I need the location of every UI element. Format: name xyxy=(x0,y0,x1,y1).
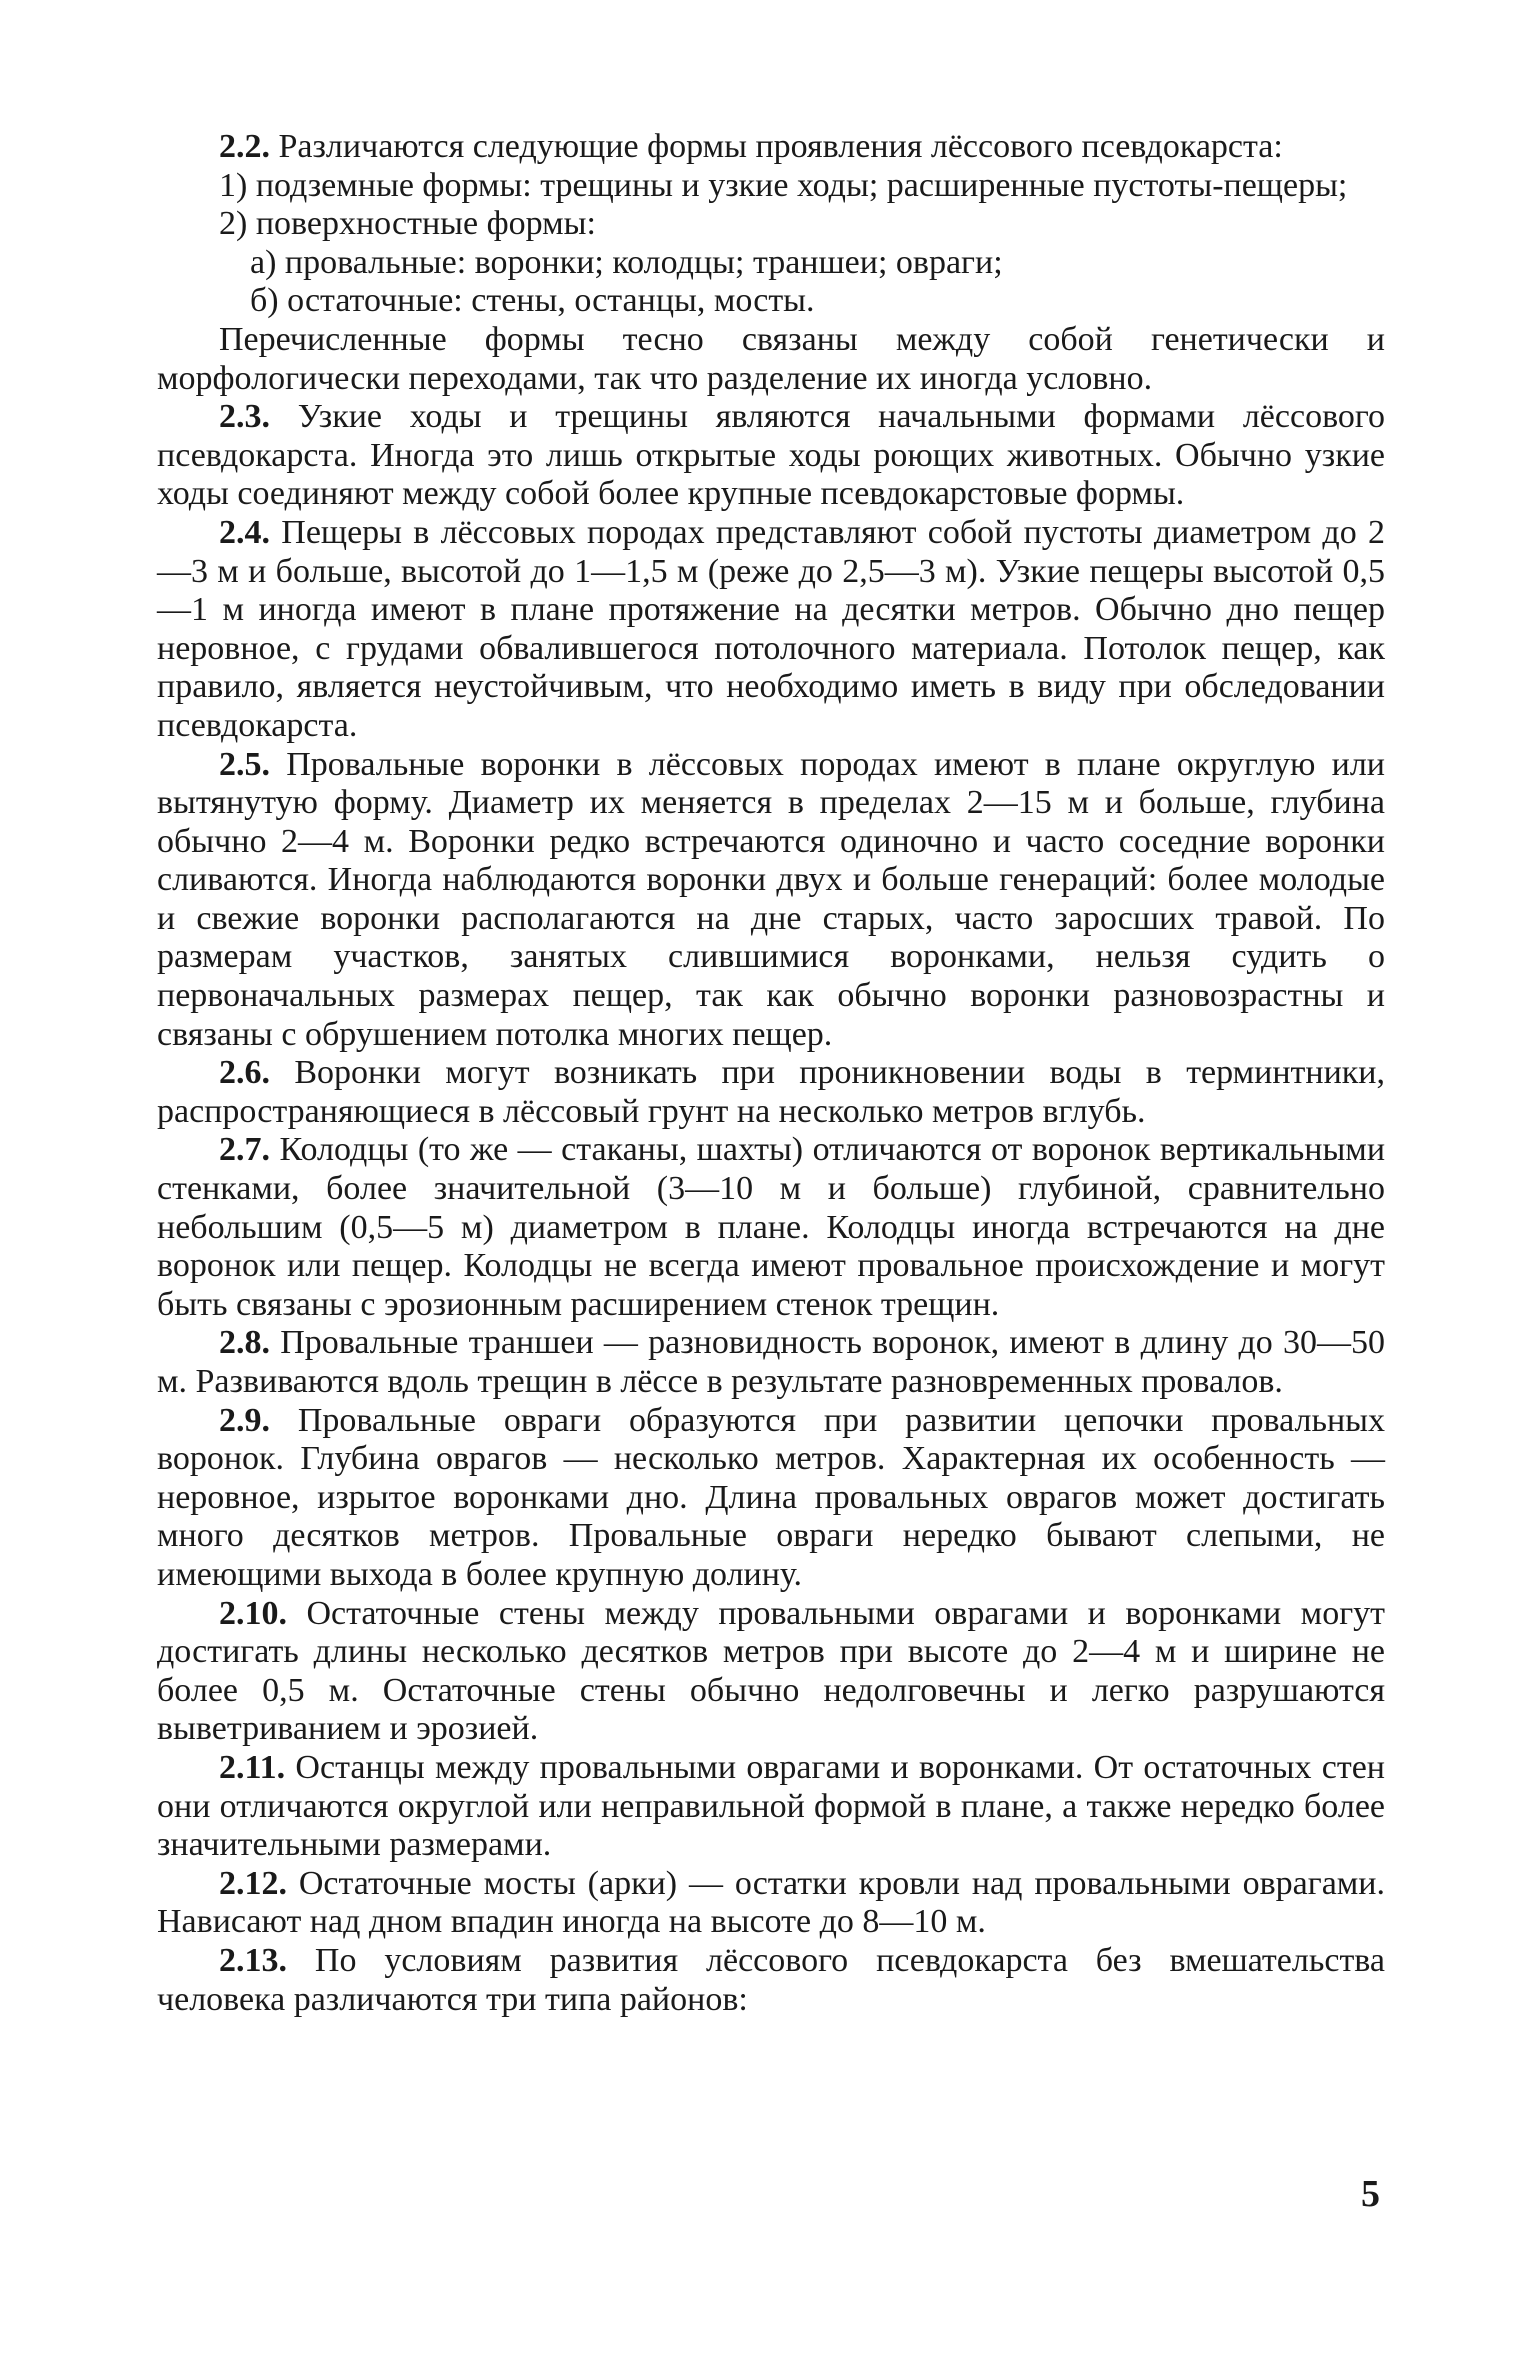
section-text: Остаточные стены между провальными оврагами и воронками могут достигать длины несколько десятков метров при высоте до 2—4 м и ширине не более 0,5 м. Остаточные стены обычно недолговечны и легко разрушаются выветриванием и эрозией. xyxy=(157,1594,1385,1748)
section-text: Провальные траншеи — разновидность воронок, имеют в длину до 30—50 м. Развиваются вдоль трещин в лёссе в результате разновременных провалов. xyxy=(157,1324,1385,1400)
section-text: Останцы между провальными оврагами и воронками. От остаточных стен они отличаются округлой или неправильной формой в плане, а также нередко более значительными размерами. xyxy=(157,1748,1385,1864)
paragraph-2-4 xyxy=(157,514,1385,746)
paragraph-2-13 xyxy=(157,1942,1385,2019)
section-number: 2.4. xyxy=(219,513,270,551)
section-text: Узкие ходы и трещины являются начальными формами лёссового псевдокарста. Иногда это лишь открытые ходы роющих животных. Обычно узкие ходы соединяют между собой более крупные псевдокарстовые формы. xyxy=(157,398,1385,513)
section-text: Провальные овраги образуются при развитии цепочки провальных воронок. Глубина оврагов — несколько метров. Характерная их особенность — неровное, изрытое воронками дно. Длина провальных оврагов может достигать много десятков метров. Провальные овраги нередко бывают слепыми, не имеющими выхода в более крупную долину. xyxy=(157,1401,1386,1593)
section-number: 2.8. xyxy=(219,1324,270,1362)
page-text xyxy=(157,128,1385,2019)
paragraph-2-7 xyxy=(157,1131,1385,1324)
section-number: 2.3. xyxy=(219,398,270,436)
paragraph-2-12 xyxy=(157,1865,1385,1942)
section-text: Различаются следующие формы проявления лёссового псевдокарста: xyxy=(278,128,1283,165)
paragraph-2-2 xyxy=(157,128,1385,167)
section-text: Провальные воронки в лёссовых породах имеют в плане округлую или вытянутую форму. Диаметр их меняется в пределах 2—15 м и больше, глубина обычно 2—4 м. Воронки редко встречаются одиночно и часто соседние воронки сливаются. Иногда наблюдаются воронки двух и больше генераций: более молодые и свежие воронки располагаются на дне старых, часто заросших травой. По размерам участков, занятых слившимися воронками, нельзя судить о первоначальных размерах пещер, так как обычно воронки разновозрастны и связаны с обрушением потолка многих пещер. xyxy=(157,745,1385,1053)
paragraph-2-10 xyxy=(157,1595,1385,1749)
section-number: 2.5. xyxy=(219,745,270,783)
section-number: 2.6. xyxy=(219,1054,270,1092)
list-item-1: 1) подземные формы: трещины и узкие ходы; расширенные пустоты-пещеры; xyxy=(219,166,1348,204)
section-text: Остаточные мосты (арки) — остатки кровли над провальными оврагами. Нависают над дном впадин иногда на высоте до 8—10 м. xyxy=(157,1864,1385,1941)
section-number: 2.12. xyxy=(219,1864,287,1902)
section-number: 2.9. xyxy=(219,1401,270,1439)
section-text: Пещеры в лёссовых породах представляют собой пустоты диаметром до 2—3 м и больше, высотой до 1—1,5 м (реже до 2,5—3 м). Узкие пещеры высотой 0,5—1 м иногда имеют в плане протяжение на десятки метров. Обычно дно пещер неровное, с грудами обвалившегося потолочного материала. Потолок пещер, как правило, является неустойчивым, что необходимо иметь в виду при обследовании псевдокарста. xyxy=(157,513,1385,744)
list-item-2: 2) поверхностные формы: xyxy=(219,205,596,243)
page-number: 5 xyxy=(1361,2173,1380,2215)
paragraph-2-5 xyxy=(157,746,1385,1055)
section-text: Колодцы (то же — стаканы, шахты) отличаются от воронок вертикальными стенками, более значительной (3—10 м и больше) глубиной, сравнительно небольшим (0,5—5 м) диаметром в плане. Колодцы иногда встречаются на дне воронок или пещер. Колодцы не всегда имеют провальное происхождение и могут быть связаны с эрозионным расширением стенок трещин. xyxy=(157,1131,1386,1323)
section-number: 2.7. xyxy=(219,1131,270,1169)
section-number: 2.10. xyxy=(219,1594,287,1632)
paragraph-2-6 xyxy=(157,1054,1385,1131)
section-number: 2.13. xyxy=(219,1941,287,1979)
paragraph-2-9 xyxy=(157,1402,1385,1595)
paragraph-2-8 xyxy=(157,1324,1385,1401)
section-number: 2.11. xyxy=(219,1748,286,1786)
paragraph-2-3 xyxy=(157,398,1385,514)
sub-item-a: а) провальные: воронки; колодцы; траншеи; овраги; xyxy=(250,243,1003,281)
sub-item-b: б) остаточные: стены, останцы, мосты. xyxy=(250,282,815,320)
section-text: По условиям развития лёссового псевдокарста без вмешательства человека различаются три типа районов: xyxy=(157,1941,1386,2018)
section-text: Воронки могут возникать при проникновении воды в терминтники, распространяющиеся в лёссовый грунт на несколько метров вглубь. xyxy=(157,1054,1385,1130)
paragraph-note: Перечисленные формы тесно связаны между собой генетически и морфологически переходами, так что разделение их иногда условно. xyxy=(157,320,1385,397)
paragraph-2-11 xyxy=(157,1749,1385,1865)
section-number: 2.2. xyxy=(219,128,270,165)
